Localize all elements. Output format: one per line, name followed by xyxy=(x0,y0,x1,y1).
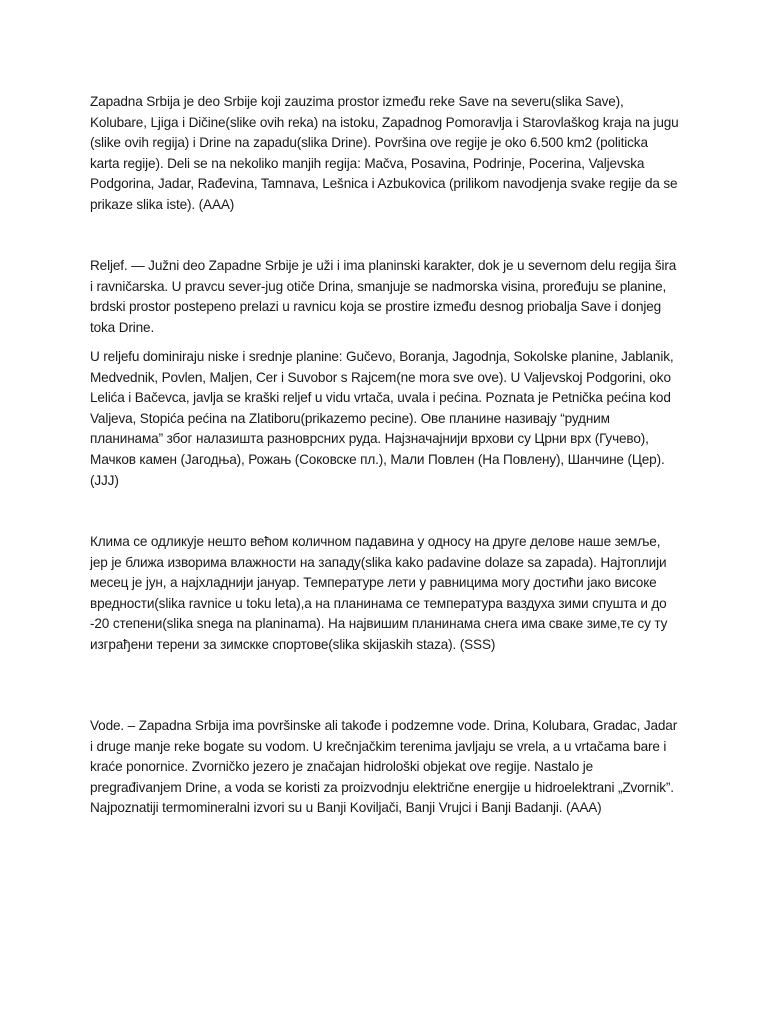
paragraph-climate: Клима се одликује нешто већом количном падавина у односу на друге делове наше земље, јер је ближа изворима влажности на западу(slika kako padavine dolaze sa zapada). Најтоплији месец је јун, а најхладнији јануар. Температуре лети у равницима могу достићи јако високе вредности(slika ravnice u toku leta),а на планинама се температура ваздуха зими спушта и до -20 степени(slika snega na planinama). На највишим планинама снега има сваке зиме,те су ту изграђени терени за зимскке спортове(slika skijaskih staza). (SSS) xyxy=(90,534,668,652)
paragraph-waters: Vode. – Zapadna Srbija ima površinske ali takođe i podzemne vode. Drina, Kolubara, Gradac, Jadar i druge manje reke bogate su vodom. U krečnjačkim terenima javljaju se vrela, a u vrtačama bare i kraće ponornice. Zvorničko jezero je značajan hidrološki objekat ove regije. Nastalo je pregrađivanjem Drine, a voda se koristi za proizvodnju električne energije u hidroelektrani „Zvornik”. Najpoznatiji termomineralni izvori su u Banji Koviljači, Banji Vrujci i Banji Badanji. (AAA) xyxy=(90,718,678,816)
paragraph-relief: Reljef. — Južni deo Zapadne Srbije je uži i ima planinski karakter, dok je u severnom delu regija šira i ravničarska. U pravcu sever-jug otiče Drina, smanjuje se nadmorska visina, proređuju se planine, brdski prostor postepeno prelazi u ravnicu koja se prostire između desnog priobalja Save i donjeg toka Drine. xyxy=(90,258,677,335)
paragraph-intro: Zapadna Srbija je deo Srbije koji zauzima prostor između reke Save na severu(slika Save), Kolubare, Ljiga i Dičine(slike ovih reka) na istoku, Zapadnog Pomoravlja i Starovlaškog kraja na jugu (slike ovih regija) i Drine na zapadu(slika Drine). Površina ove regije je oko 6.500 km2 (politicka karta regije). Deli se na nekoliko manjih regija: Mačva, Posavina, Podrinje, Pocerina, Valjevska Podgorina, Jadar, Rađevina, Tamnava, Lešnica i Azbukovica (prilikom navodjenja svake regije da se prikaze slika iste). (AAA) xyxy=(90,94,679,212)
paragraph-mountains: U reljefu dominiraju niske i srednje planine: Gučevo, Boranja, Jagodnja, Sokolske planine, Jablanik, Medvednik, Povlen, Maljen, Cer i Suvobor s Rajcem(ne mora sve ove). U Valjevskoj Podgorini, oko Lelića i Bačevca, javlja se kraški reljef u vidu vrtača, uvala i pećina. Poznata je Petnička pećina kod Valjeva, Stopića pećina na Zlatiboru(prikazemo pecine). Ове планине називају “рудним планинама” због налазишта разноврсних руда. Најзначајнији врхови су Црни врх (Гучево), Мачков камен (Јагодња), Рожањ (Соковске пл.), Мали Повлен (На Повлену), Шанчине (Цер). (JJJ) xyxy=(90,349,674,488)
